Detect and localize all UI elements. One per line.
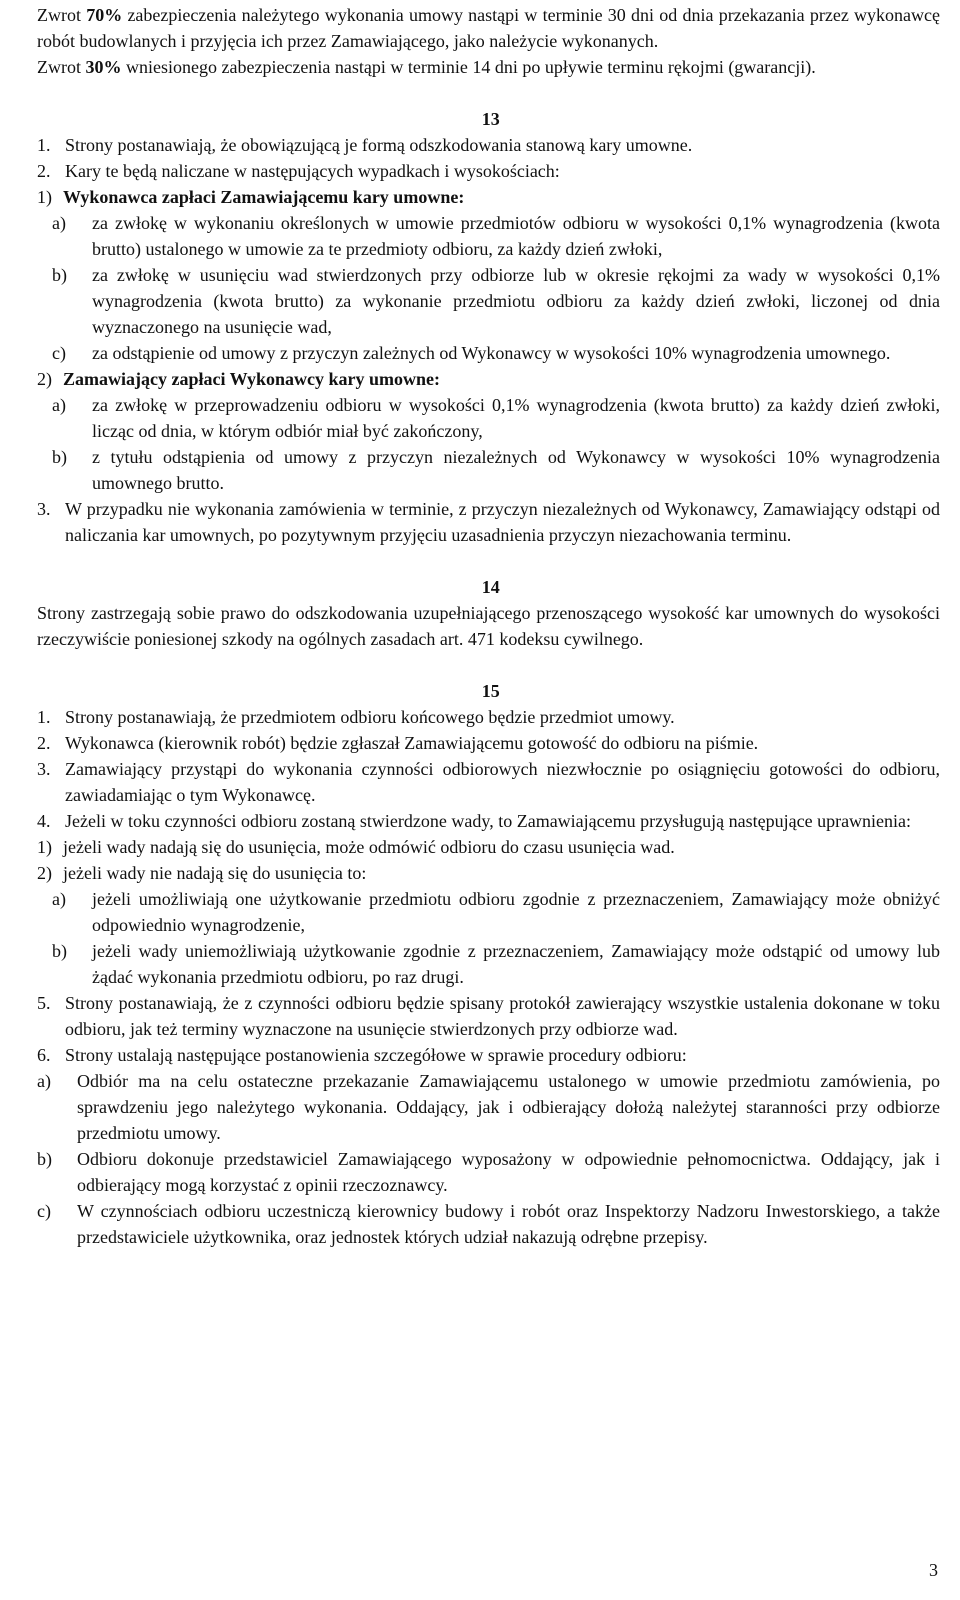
s15-item-3 xyxy=(37,756,940,808)
s13-item-1-number: 1. xyxy=(37,135,51,155)
s15-item-6-a xyxy=(37,1068,940,1146)
s13-group-1-c-letter: c) xyxy=(52,343,66,363)
s13-item-2 xyxy=(37,158,940,184)
s13-item-3-text: W przypadku nie wykonania zamówienia w terminie, z przyczyn niezależnych od Wykonawcy, Zamawiający odstąpi od naliczania kar umownych, po pozytywnym przyjęciu uzasadnienia przyczyn niezachowania terminu. xyxy=(65,499,940,545)
intro-p2-percent: 30% xyxy=(85,57,122,77)
intro-paragraph-2 xyxy=(37,54,940,80)
document-page xyxy=(37,2,940,1250)
section-13-heading xyxy=(37,106,940,132)
s15-item-4-1 xyxy=(37,834,940,860)
s13-item-3 xyxy=(37,496,940,548)
s15-item-5-text: Strony postanawiają, że z czynności odbioru będzie spisany protokół zawierający wszystkie ustalenia dokonane w toku odbioru, jak też terminy wyznaczone na usunięcie stwierdzonych przy odbiorze wad. xyxy=(65,993,940,1039)
s13-item-3-number: 3. xyxy=(37,499,51,519)
s15-item-4-number: 4. xyxy=(37,811,51,831)
s15-item-6-b-letter: b) xyxy=(37,1149,52,1169)
s15-item-1-number: 1. xyxy=(37,707,51,727)
s15-item-3-text: Zamawiający przystąpi do wykonania czynności odbiorowych niezwłocznie po osiągnięciu gotowości do odbioru, zawiadamiając o tym Wykonawcę. xyxy=(65,759,940,805)
section-14-number: 14 xyxy=(481,577,500,597)
section-15-number: 15 xyxy=(481,681,500,701)
s15-item-2 xyxy=(37,730,940,756)
s13-item-2-number: 2. xyxy=(37,161,51,181)
s13-item-1-text: Strony postanawiają, że obowiązującą je formą odszkodowania stanową kary umowne. xyxy=(65,135,693,155)
s13-group-2-b-text: z tytułu odstąpienia od umowy z przyczyn niezależnych od Wykonawcy w wysokości 10% wynagrodzenia umownego brutto. xyxy=(92,447,940,493)
section-13-number: 13 xyxy=(481,109,500,129)
s13-group-2-number: 2) xyxy=(37,369,52,389)
s15-item-4-2-a xyxy=(37,886,940,938)
s13-item-1 xyxy=(37,132,940,158)
section-15-heading xyxy=(37,678,940,704)
s15-item-4-text: Jeżeli w toku czynności odbioru zostaną stwierdzone wady, to Zamawiającemu przysługują następujące uprawnienia: xyxy=(65,811,912,831)
page-number: 3 xyxy=(929,1560,938,1580)
s15-item-3-number: 3. xyxy=(37,759,51,779)
intro-p1-prefix: Zwrot xyxy=(37,5,87,25)
s15-item-5-number: 5. xyxy=(37,993,51,1013)
s13-group-1-b xyxy=(37,262,940,340)
s13-group-2-b-letter: b) xyxy=(52,447,67,467)
s13-group-1-a xyxy=(37,210,940,262)
s13-item-2-text: Kary te będą naliczane w następujących wypadkach i wysokościach: xyxy=(65,161,560,181)
s15-item-6-c xyxy=(37,1198,940,1250)
s13-group-1-number: 1) xyxy=(37,187,52,207)
s15-item-5 xyxy=(37,990,940,1042)
s15-item-6-number: 6. xyxy=(37,1045,51,1065)
s15-item-6-c-text: W czynnościach odbioru uczestniczą kierownicy budowy i robót oraz Inspektorzy Nadzoru Inwestorskiego, a także przedstawiciele użytkownika, oraz jednostek których udział nakazują odrębne przepisy. xyxy=(77,1201,940,1247)
s15-item-6 xyxy=(37,1042,940,1068)
s14-paragraph: Strony zastrzegają sobie prawo do odszkodowania uzupełniającego przenoszącego wysokość kar umownych do wysokości rzeczywiście poniesionej szkody na ogólnych zasadach art. 471 kodeksu cywilnego. xyxy=(37,603,940,649)
s15-item-4-2-a-letter: a) xyxy=(52,889,66,909)
s13-group-1-a-text: za zwłokę w wykonaniu określonych w umowie przedmiotów odbioru w wysokości 0,1% wynagrodzenia (kwota brutto) ustalonego w umowie za te przedmioty odbioru, za każdy dzień zwłoki, xyxy=(92,213,940,259)
intro-p1-text: zabezpieczenia należytego wykonania umowy nastąpi w terminie 30 dni od dnia przekazania przez wykonawcę robót budowlanych i przyjęcia ich przez Zamawiającego, jako należycie wykonanych. xyxy=(37,5,940,51)
s13-group-2-a-letter: a) xyxy=(52,395,66,415)
s15-item-2-text: Wykonawca (kierownik robót) będzie zgłaszał Zamawiającemu gotowość do odbioru na piśmie. xyxy=(65,733,759,753)
intro-paragraph-1 xyxy=(37,2,940,54)
s13-group-2 xyxy=(37,366,940,392)
section-14-heading xyxy=(37,574,940,600)
intro-p1-percent: 70% xyxy=(86,5,123,25)
s13-group-2-a-text: za zwłokę w przeprowadzeniu odbioru w wysokości 0,1% wynagrodzenia (kwota brutto) za każdy dzień zwłoki, licząc od dnia, w którym odbiór miał być zakończony, xyxy=(92,395,940,441)
s15-item-4-1-text: jeżeli wady nadają się do usunięcia, może odmówić odbioru do czasu usunięcia wad. xyxy=(63,837,675,857)
s13-group-1-text: Wykonawca zapłaci Zamawiającemu kary umowne: xyxy=(63,187,465,207)
s13-group-1-b-text: za zwłokę w usunięciu wad stwierdzonych przy odbiorze lub w okresie rękojmi za wady w wysokości 0,1% wynagrodzenia (kwota brutto) za wykonanie przedmiotu odbioru za każdy dzień zwłoki, liczonej od dnia wyznaczonego na usunięcie wad, xyxy=(92,265,940,337)
s13-group-1-c-text: za odstąpienie od umowy z przyczyn zależnych od Wykonawcy w wysokości 10% wynagrodzenia umownego. xyxy=(92,343,891,363)
s15-item-4-2-text: jeżeli wady nie nadają się do usunięcia to: xyxy=(63,863,367,883)
s15-item-4-2-b xyxy=(37,938,940,990)
s13-group-1-a-letter: a) xyxy=(52,213,66,233)
intro-p2-prefix: Zwrot xyxy=(37,57,86,77)
s15-item-4-2-b-letter: b) xyxy=(52,941,67,961)
s13-group-1 xyxy=(37,184,940,210)
s13-group-2-b xyxy=(37,444,940,496)
s15-item-6-text: Strony ustalają następujące postanowienia szczegółowe w sprawie procedury odbioru: xyxy=(65,1045,687,1065)
s15-item-6-c-letter: c) xyxy=(37,1201,51,1221)
s15-item-2-number: 2. xyxy=(37,733,51,753)
s15-item-1-text: Strony postanawiają, że przedmiotem odbioru końcowego będzie przedmiot umowy. xyxy=(65,707,675,727)
s15-item-4 xyxy=(37,808,940,834)
s13-group-1-c xyxy=(37,340,940,366)
s15-item-6-b-text: Odbioru dokonuje przedstawiciel Zamawiającego wyposażony w odpowiednie pełnomocnictwa. Oddający, jak i odbierający mogą korzystać z opinii rzeczoznawcy. xyxy=(77,1149,940,1195)
s15-item-4-2-number: 2) xyxy=(37,863,52,883)
s13-group-2-text: Zamawiający zapłaci Wykonawcy kary umowne: xyxy=(63,369,440,389)
s13-group-2-a xyxy=(37,392,940,444)
s15-item-6-a-letter: a) xyxy=(37,1071,51,1091)
s15-item-6-b xyxy=(37,1146,940,1198)
s15-item-4-2 xyxy=(37,860,940,886)
s15-item-6-a-text: Odbiór ma na celu ostateczne przekazanie Zamawiającemu ustalonego w umowie przedmiotu zamówienia, po sprawdzeniu jego należytego wykonania. Oddający, jak i odbierający dołożą należytej staranności przy odbiorze przedmiotu umowy. xyxy=(77,1071,940,1143)
s15-item-4-2-b-text: jeżeli wady uniemożliwiają użytkowanie zgodnie z przeznaczeniem, Zamawiający może odstąpić od umowy lub żądać wykonania przedmiotu odbioru, po raz drugi. xyxy=(92,941,940,987)
s15-item-1 xyxy=(37,704,940,730)
s15-item-4-1-number: 1) xyxy=(37,837,52,857)
s13-group-1-b-letter: b) xyxy=(52,265,67,285)
s15-item-4-2-a-text: jeżeli umożliwiają one użytkowanie przedmiotu odbioru zgodnie z przeznaczeniem, Zamawiający może obniżyć odpowiednio wynagrodzenie, xyxy=(92,889,940,935)
intro-p2-text: wniesionego zabezpieczenia nastąpi w terminie 14 dni po upływie terminu rękojmi (gwarancji). xyxy=(121,57,816,77)
